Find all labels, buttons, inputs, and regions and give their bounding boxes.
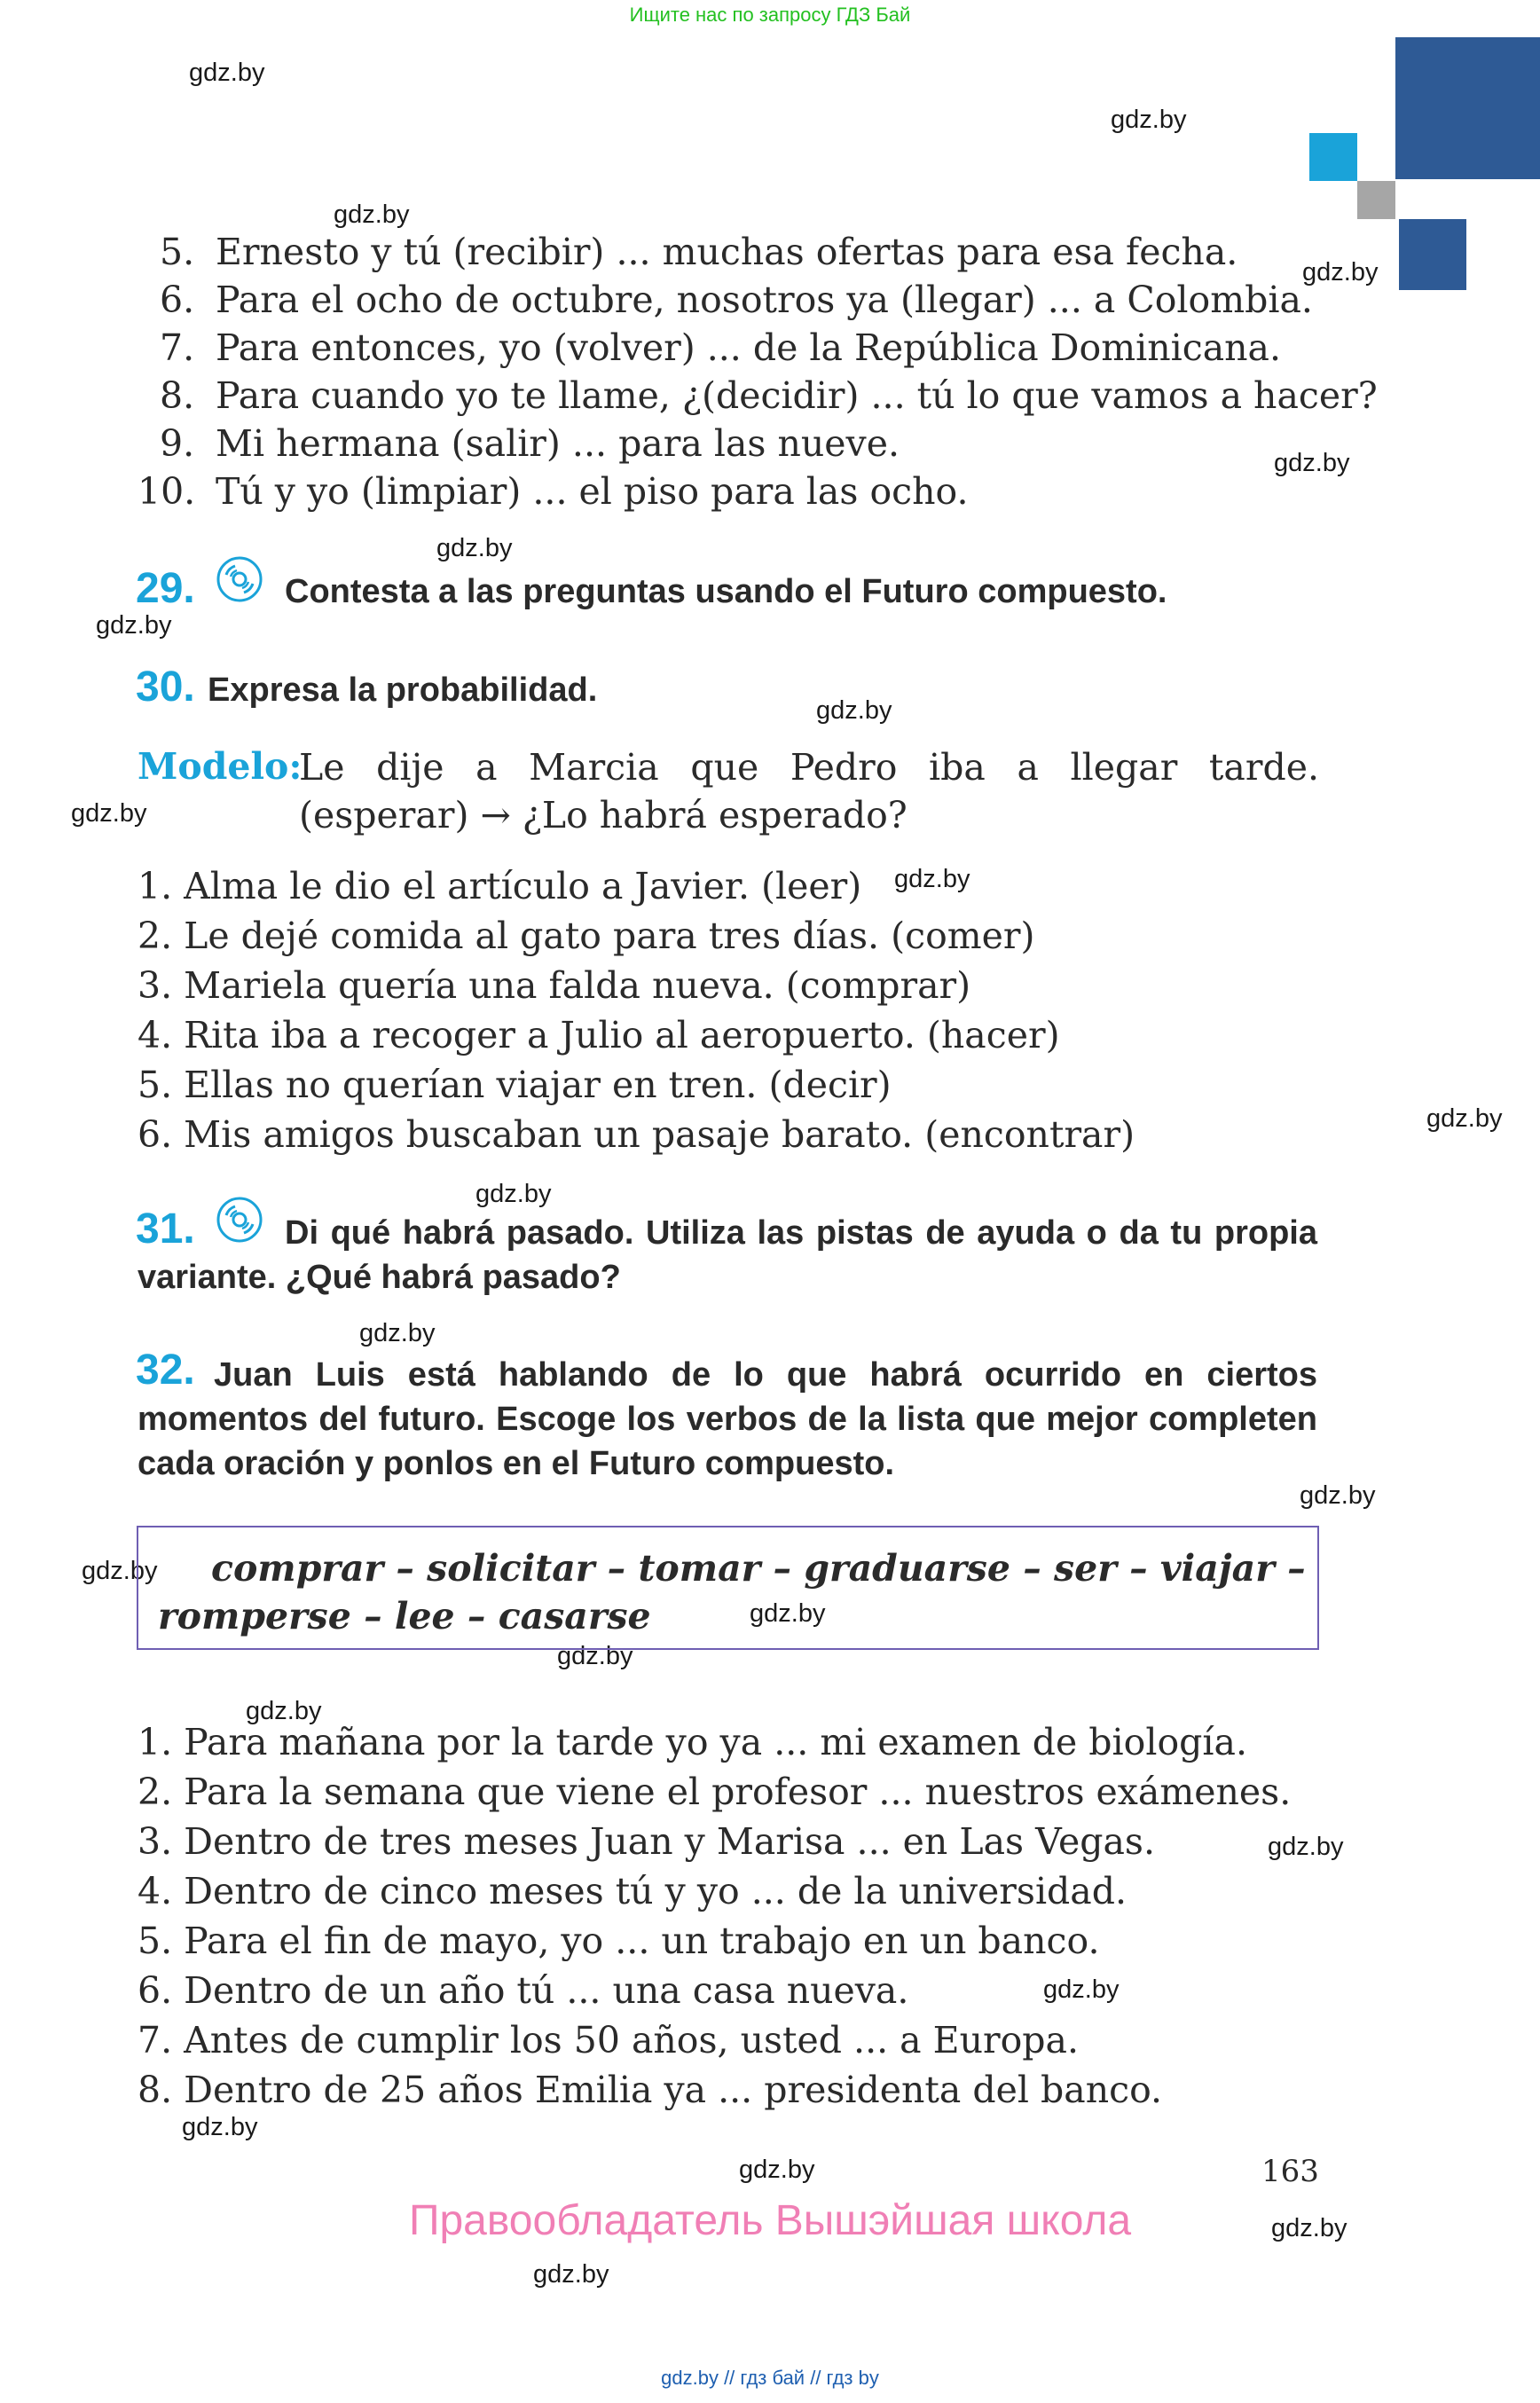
watermark: gdz.by: [1300, 1481, 1376, 1510]
decor-square-large: [1395, 37, 1540, 179]
list-item: 5. Para el fin de mayo, yo ... un trabajo en un banco.: [138, 1920, 1100, 1962]
decor-square-light-blue: [1309, 133, 1357, 181]
item-text: Para cuando yo te llame, ¿(decidir) ... tú lo que vamos a hacer?: [216, 374, 1378, 417]
item-text: Para entonces, yo (volver) ... de la República Dominicana.: [216, 326, 1282, 369]
watermark: gdz.by: [82, 1557, 158, 1585]
rights-holder: Правообладатель Вышэйшая школа: [408, 2197, 1132, 2244]
watermark: gdz.by: [750, 1599, 826, 1628]
list-item: 2. Le dejé comida al gato para tres días. (comer): [138, 915, 1035, 957]
decor-square-dark: [1399, 219, 1466, 290]
list-item: [160, 422, 900, 465]
list-item: 6. Dentro de un año tú ... una casa nueva.: [138, 1969, 909, 2012]
watermark: gdz.by: [894, 865, 970, 893]
watermark: gdz.by: [436, 534, 513, 562]
item-number: 10.: [138, 470, 196, 513]
watermark: gdz.by: [533, 2260, 609, 2289]
watermark: gdz.by: [739, 2156, 815, 2184]
watermark: gdz.by: [1043, 1975, 1120, 2004]
list-item: [160, 374, 1378, 417]
top-note: Ищите нас по запросу ГДЗ Бай: [629, 4, 911, 26]
exercise-title: Di qué habrá pasado. Utiliza las pistas de ayuda o da tu propia variante. ¿Qué habrá pasado?: [138, 1214, 1317, 1296]
list-item: 5. Ellas no querían viajar en tren. (decir): [138, 1064, 892, 1106]
modelo-label: Modelo:: [138, 745, 302, 788]
word-list-line: romperse – lee – casarse: [158, 1595, 651, 1637]
exercise-title: Expresa la probabilidad.: [208, 671, 598, 709]
watermark: gdz.by: [1111, 106, 1187, 134]
item-text: Tú y yo (limpiar) ... el piso para las ocho.: [216, 470, 969, 513]
list-item: 1. Alma le dio el artículo a Javier. (leer): [138, 865, 862, 907]
list-item: 2. Para la semana que viene el profesor ... nuestros exámenes.: [138, 1771, 1292, 1813]
exercise-number: 29.: [136, 565, 195, 612]
word-list-line: comprar – solicitar – tomar – graduarse – ser – viajar –: [211, 1547, 1306, 1590]
watermark: gdz.by: [71, 799, 147, 828]
decor-square-gray: [1357, 181, 1395, 219]
item-number: 7.: [160, 326, 195, 369]
exercise-number: 30.: [136, 664, 195, 711]
list-item: 1. Para mañana por la tarde yo ya ... mi examen de biología.: [138, 1721, 1247, 1763]
watermark: gdz.by: [1302, 258, 1379, 287]
watermark: gdz.by: [96, 611, 172, 640]
watermark: gdz.by: [1268, 1833, 1344, 1861]
list-item: 6. Mis amigos buscaban un pasaje barato. (encontrar): [138, 1113, 1135, 1156]
watermark: gdz.by: [334, 200, 410, 229]
watermark: gdz.by: [475, 1180, 552, 1208]
watermark: gdz.by: [246, 1697, 322, 1725]
item-number: 5.: [160, 231, 195, 273]
watermark: gdz.by: [182, 2113, 258, 2141]
exercise-title: Juan Luis está hablando de lo que habrá ocurrido en ciertos momentos del futuro. Escoge los verbos de la lista que mejor completen cada oración y ponlos en el Futuro compuesto.: [138, 1356, 1317, 1482]
list-item: 4. Dentro de cinco meses tú y yo ... de la universidad.: [138, 1870, 1128, 1912]
list-item: [160, 279, 1313, 321]
item-text: Ernesto y tú (recibir) ... muchas ofertas para esa fecha.: [216, 231, 1238, 273]
watermark: gdz.by: [359, 1319, 436, 1347]
page-number: 163: [1261, 2154, 1319, 2189]
watermark: gdz.by: [557, 1642, 633, 1670]
item-number: 8.: [160, 374, 195, 417]
exercise-number: 31.: [136, 1205, 195, 1253]
list-item: 3. Dentro de tres meses Juan y Marisa ... en Las Vegas.: [138, 1820, 1155, 1863]
footer-links: gdz.by // гдз бай // гдз by: [661, 2367, 879, 2389]
list-item: 4. Rita iba a recoger a Julio al aeropuerto. (hacer): [138, 1014, 1060, 1056]
watermark: gdz.by: [1271, 2214, 1348, 2242]
exercise-number: 32.: [136, 1347, 195, 1394]
list-item: 8. Dentro de 25 años Emilia ya ... presidenta del banco.: [138, 2069, 1163, 2111]
item-text: Para el ocho de octubre, nosotros ya (llegar) ... a Colombia.: [216, 279, 1313, 321]
watermark: gdz.by: [816, 696, 892, 725]
exercise-title: Contesta a las preguntas usando el Futuro compuesto.: [285, 573, 1167, 610]
watermark: gdz.by: [1426, 1104, 1503, 1133]
list-item: [138, 470, 969, 513]
list-item: 3. Mariela quería una falda nueva. (comprar): [138, 964, 971, 1007]
item-text: Mi hermana (salir) ... para las nueve.: [216, 422, 900, 465]
list-item: [160, 231, 1238, 273]
list-item: 7. Antes de cumplir los 50 años, usted ... a Europa.: [138, 2019, 1079, 2061]
item-number: 9.: [160, 422, 195, 465]
watermark: gdz.by: [189, 59, 265, 87]
audio-cd-icon: [216, 555, 263, 603]
list-item: [160, 326, 1281, 369]
watermark: gdz.by: [1274, 449, 1350, 477]
modelo-text: Le dije a Marcia que Pedro iba a llegar tarde. (esperar) → ¿Lo habrá esperado?: [299, 746, 1319, 836]
item-number: 6.: [160, 279, 195, 321]
